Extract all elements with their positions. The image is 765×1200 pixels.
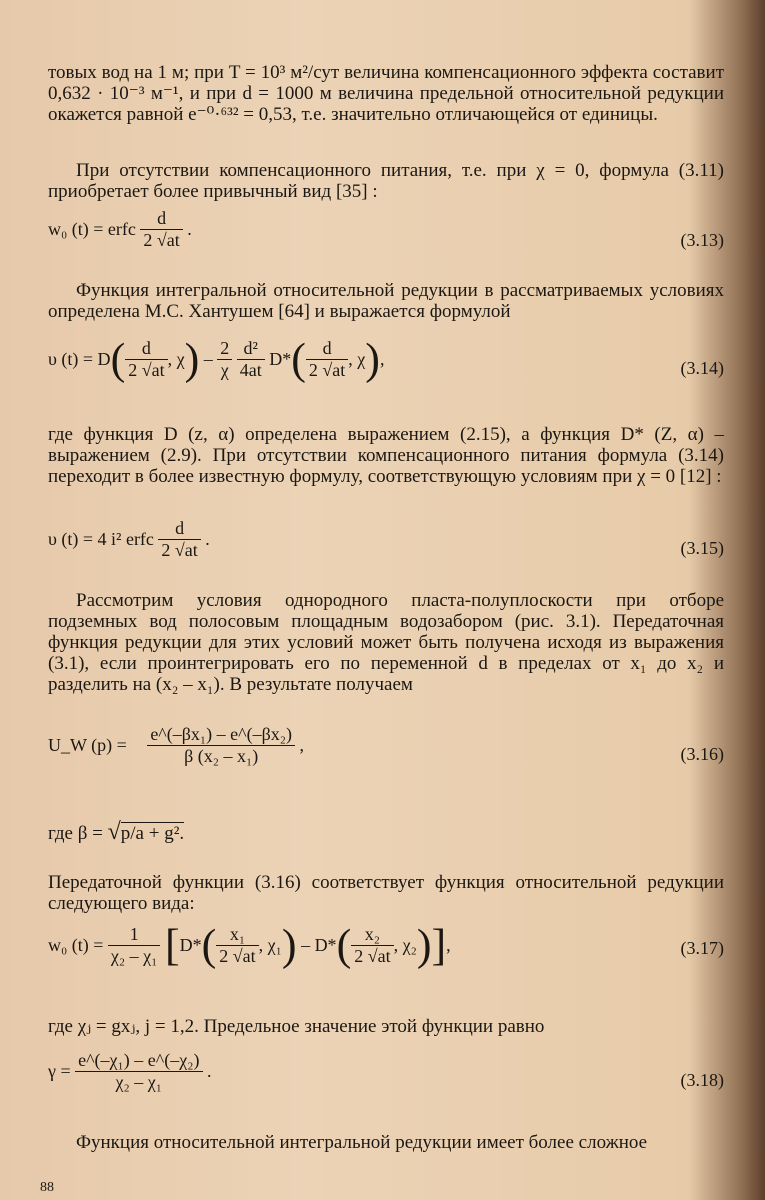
- fraction-numerator: d: [175, 518, 185, 538]
- dstar-function: D*: [269, 349, 292, 369]
- equation-tail: ,: [446, 935, 451, 955]
- left-paren: (: [110, 334, 126, 384]
- equation-fraction: [237, 338, 265, 381]
- fraction-denominator: 2 √at: [306, 359, 348, 381]
- equation-fraction: [351, 924, 393, 967]
- paragraph-8: [48, 1016, 724, 1037]
- left-paren: (: [291, 334, 306, 384]
- right-paren: ): [184, 334, 200, 384]
- page-number: 88: [40, 1180, 54, 1195]
- paragraph-5: [48, 590, 724, 695]
- fraction-numerator: 1: [129, 924, 139, 944]
- equation-fraction: [217, 338, 232, 381]
- argument: , χ: [167, 349, 185, 369]
- dstar-function: – D*: [301, 935, 337, 955]
- equation-3-15: [48, 518, 724, 561]
- equation-number: (3.13): [680, 230, 724, 250]
- fraction-numerator: e^(–χ₁) – e^(–χ₂): [78, 1050, 200, 1070]
- paragraph-text: Функция интегральной относительной редукции в рассматриваемых условиях определена М.С. Хантушем [64] и выражается формулой: [48, 280, 724, 322]
- equation-lhs: υ (t) = D: [48, 349, 111, 369]
- argument: , χ₁: [258, 935, 282, 955]
- equation-lhs: U_W (p) =: [48, 735, 127, 755]
- equation-fraction: [306, 338, 348, 381]
- sqrt-sign: √: [107, 819, 121, 845]
- paragraph-text: Функция относительной интегральной редукции имеет более сложное: [76, 1132, 648, 1153]
- equation-3-18: [48, 1050, 724, 1093]
- equation-lhs: w₀ (t) =: [48, 935, 104, 955]
- equation-number: (3.17): [680, 938, 724, 958]
- left-bracket: [: [164, 920, 180, 970]
- fraction-denominator: 2 √at: [158, 539, 200, 561]
- minus-sign: –: [203, 349, 213, 369]
- right-paren: ): [281, 920, 297, 970]
- fraction-denominator: χ₂ – χ₁: [75, 1071, 202, 1093]
- paragraph-1: [48, 62, 724, 125]
- fraction-numerator: 2: [220, 338, 230, 358]
- equation-fraction: [108, 924, 161, 967]
- fraction-denominator: β (x₂ – x₁): [147, 745, 295, 767]
- paragraph-text: где β =: [48, 823, 103, 844]
- argument: , χ: [348, 349, 366, 369]
- fraction-numerator: x₁: [229, 924, 246, 944]
- equation-tail: ,: [379, 349, 385, 369]
- equation-lhs: w₀ (t) = erfc: [48, 219, 136, 239]
- paragraph-text: где функция D (z, α) определена выражением (2.15), а функция D* (Z, α) – выражением (2.9). При отсутствии компенсационного питания формула (3.14) переходит в более известную формулу, соответствующую условиям при χ = 0 [12] :: [48, 424, 724, 487]
- left-paren: (: [201, 920, 217, 970]
- fraction-denominator: 2 √at: [125, 359, 167, 381]
- paragraph-9: [48, 1132, 724, 1153]
- equation-fraction: [125, 338, 167, 381]
- fraction-numerator: d: [322, 338, 332, 358]
- fraction-denominator: 2 √at: [216, 945, 258, 967]
- fraction-numerator: x₂: [364, 924, 381, 944]
- fraction-numerator: d: [141, 338, 151, 358]
- paragraph-text: Рассмотрим условия однородного пласта-полуплоскости при отборе подземных вод полосовым площадным водозабором (рис. 3.1). Передаточная функция редукции для этих условий может быть получена исходя из выражения (3.1), если проинтегрировать его по переменной d в пределах от x₁ до x₂ и разделить на (x₂ – x₁). В результате получаем: [48, 590, 724, 695]
- paragraph-text: где χⱼ = gxⱼ, j = 1,2. Предельное значение этой функции равно: [48, 1016, 545, 1037]
- equation-lhs: υ (t) = 4 i² erfc: [48, 529, 154, 549]
- paragraph-6: [48, 819, 724, 845]
- equation-tail: .: [205, 529, 210, 549]
- equation-lhs: γ =: [48, 1061, 71, 1081]
- argument: , χ₂: [393, 935, 417, 955]
- dstar-function: D*: [179, 935, 202, 955]
- equation-number: (3.18): [680, 1070, 724, 1090]
- equation-fraction: [140, 208, 182, 251]
- equation-fraction: [158, 518, 200, 561]
- paragraph-2: [48, 160, 724, 202]
- fraction-denominator: 2 √at: [351, 945, 393, 967]
- sqrt-radicand: p/a + g².: [120, 823, 185, 844]
- equation-fraction: [216, 924, 258, 967]
- equation-3-13: [48, 208, 724, 251]
- right-paren: ): [416, 920, 432, 970]
- fraction-denominator: 4at: [237, 359, 265, 381]
- equation-number: (3.16): [680, 744, 724, 764]
- equation-tail: .: [187, 219, 192, 239]
- equation-fraction: [75, 1050, 202, 1093]
- equation-3-14: [48, 334, 724, 384]
- fraction-denominator: 2 √at: [140, 229, 182, 251]
- fraction-numerator: e^(–βx₁) – e^(–βx₂): [150, 724, 293, 744]
- left-paren: (: [336, 920, 352, 970]
- equation-number: (3.15): [680, 538, 724, 558]
- paragraph-3: [48, 280, 724, 322]
- equation-number: (3.14): [680, 358, 724, 378]
- right-bracket: ]: [431, 920, 447, 970]
- fraction-numerator: d: [157, 208, 167, 228]
- equation-tail: ,: [299, 735, 305, 755]
- equation-tail: .: [207, 1061, 212, 1081]
- fraction-denominator: χ: [217, 359, 232, 381]
- fraction-numerator: d²: [243, 338, 258, 358]
- paragraph-text: Передаточной функции (3.16) соответствует функция относительной редукции следующего вида:: [48, 872, 724, 914]
- equation-fraction: [147, 724, 295, 767]
- equation-3-17: [48, 920, 724, 970]
- paragraph-7: [48, 872, 724, 914]
- paragraph-text: При отсутствии компенсационного питания, т.е. при χ = 0, формула (3.11) приобретает более привычный вид [35] :: [48, 160, 724, 202]
- fraction-denominator: χ₂ – χ₁: [108, 945, 161, 967]
- paragraph-text: товых вод на 1 м; при T = 10³ м²/сут величина компенсационного эффекта составит 0,632 · 10⁻³ м⁻¹, и при d = 1000 м величина предельной относительной редукции окажется равной e⁻⁰·⁶³² = 0,53, т.е. значительно отличающейся от единицы.: [48, 62, 724, 125]
- paragraph-4: [48, 424, 724, 487]
- right-paren: ): [365, 334, 380, 384]
- equation-3-16: [48, 724, 724, 767]
